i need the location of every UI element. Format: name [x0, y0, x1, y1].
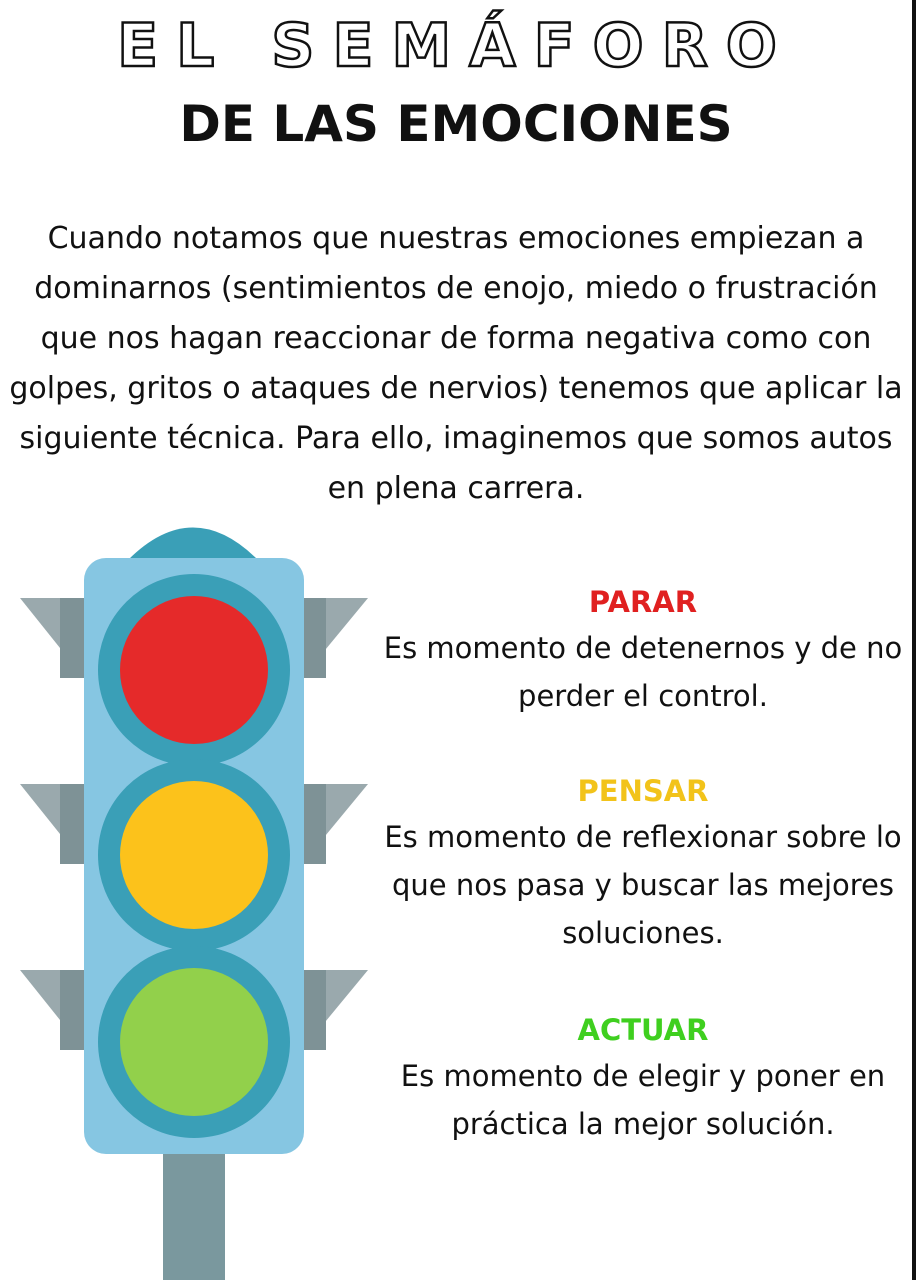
green-light [120, 968, 268, 1116]
text-pensar: Es momento de reflexionar sobre lo que nos pasa y buscar las mejores soluciones. [384, 820, 902, 950]
section-parar [378, 580, 908, 720]
right-border [912, 0, 916, 1280]
traffic-light-pole [163, 1150, 225, 1280]
text-actuar: Es momento de elegir y poner en práctica la mejor solución. [400, 1059, 886, 1141]
intro-paragraph: Cuando notamos que nuestras emociones empiezan a dominarnos (sentimientos de enojo, miedo o frustración que nos hagan reaccionar de forma negativa como con golpes, gritos o ataques de nervios) tenemos que aplicar la siguiente técnica. Para ello, imaginemos que somos autos en plena carrera. [9, 221, 903, 506]
section-pensar [378, 769, 908, 957]
page-subtitle: DE LAS EMOCIONES [179, 95, 733, 153]
heading-actuar: ACTUAR [577, 1013, 709, 1047]
heading-pensar: PENSAR [577, 774, 709, 808]
page-title: EL SEMÁFORO [117, 11, 795, 81]
traffic-light-icon [0, 510, 380, 1280]
section-actuar [378, 1008, 908, 1148]
red-light [120, 596, 268, 744]
heading-parar: PARAR [588, 585, 698, 619]
traffic-light-dome [128, 528, 258, 561]
text-parar: Es momento de detenernos y de no perder el control. [383, 631, 903, 713]
yellow-light [120, 781, 268, 929]
